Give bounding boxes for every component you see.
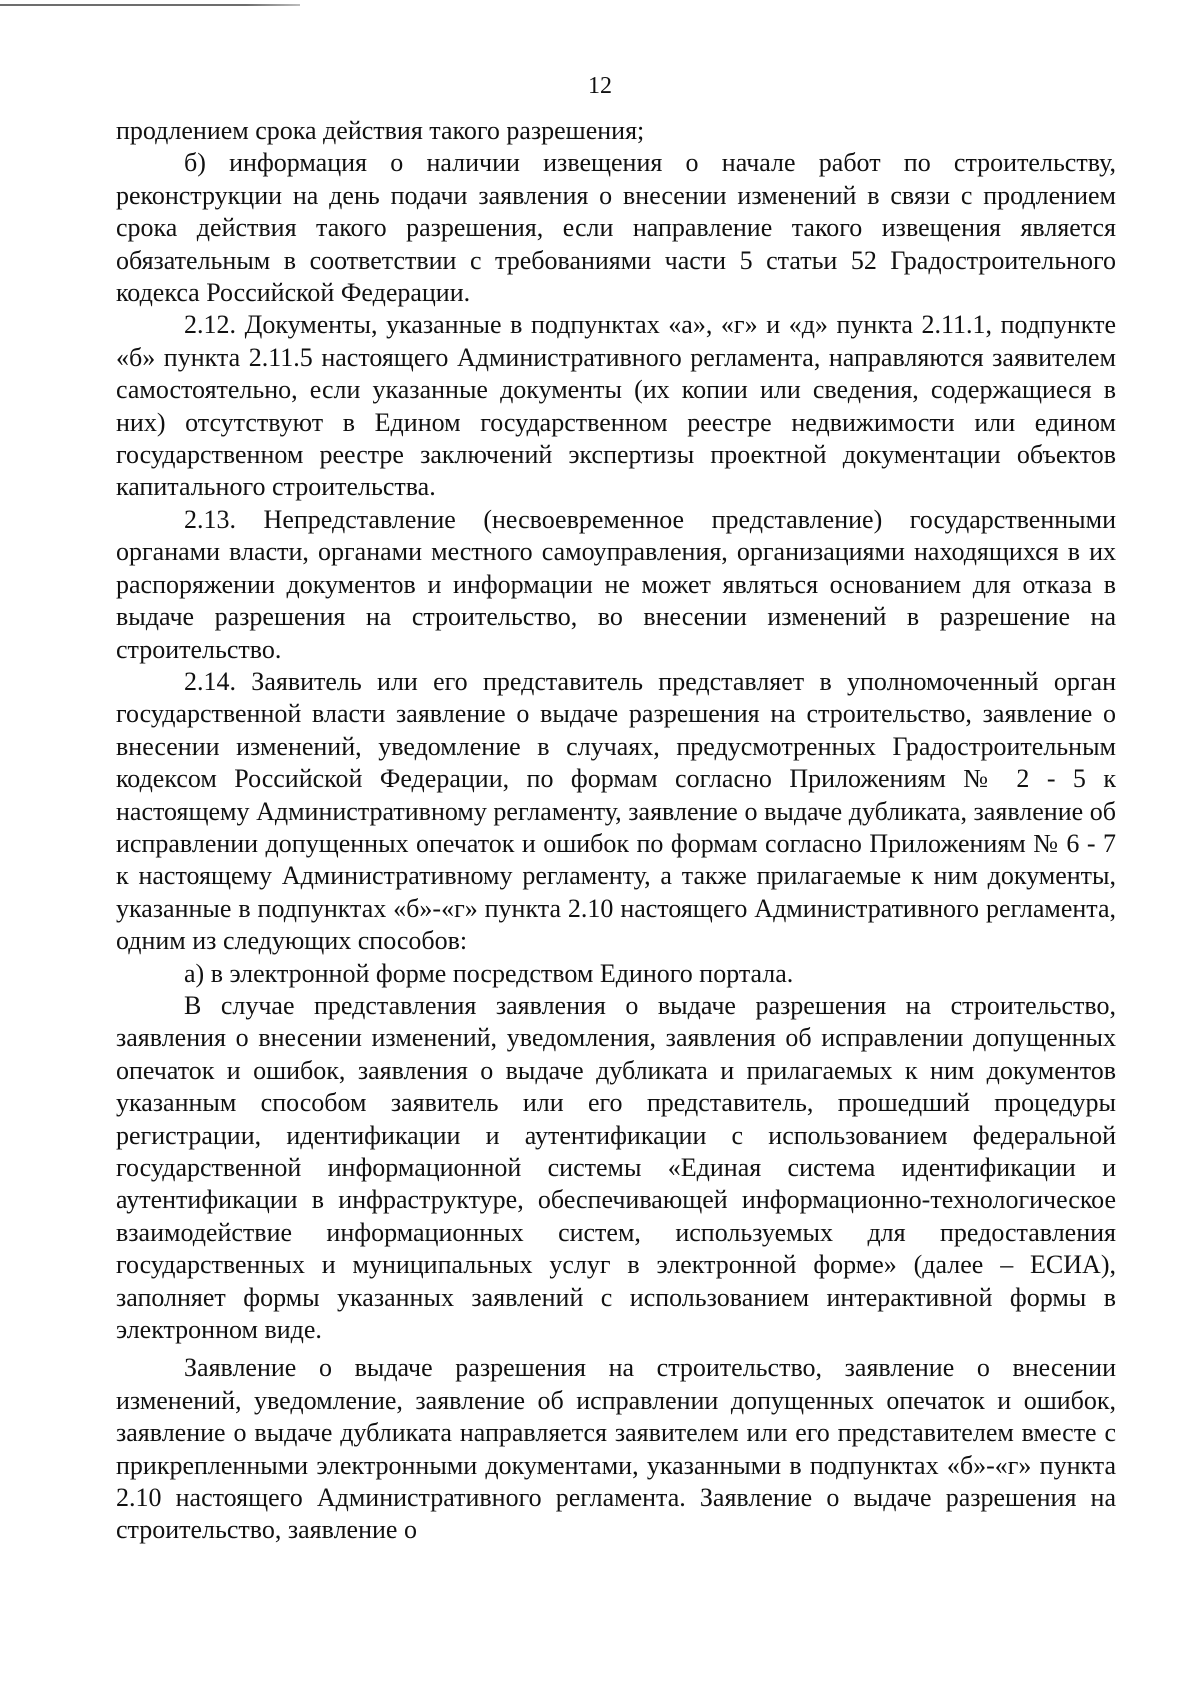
page-number: 12 (588, 73, 612, 99)
scan-edge-line (0, 4, 300, 6)
paragraph-continuation: продлением срока действия такого разрешения; (116, 116, 645, 145)
paragraph-2-12: 2.12. Документы, указанные в подпунктах «а», «г» и «д» пункта 2.11.1, подпункте «б» пункта 2.11.5 настоящего Административного регламента, направляются заявителем самостоятельно, если указанные документы (их копии или сведения, содержащиеся в них) отсутствуют в Едином государственном реестре недвижимости или едином государственном реестре заключений экспертизы проектной документации объектов капитального строительства. (116, 310, 1116, 502)
paragraph-electronic-submission: В случае представления заявления о выдаче разрешения на строительство, заявления о внесении изменений, уведомления, заявления об исправлении допущенных опечаток и ошибок, заявления о выдаче дубликата и прилагаемых к ним документов указанным способом заявитель или его представитель, прошедший процедуры регистрации, идентификации и аутентификации с использованием федеральной государственной информационной системы «Единая система идентификации и аутентификации в инфраструктуре, обеспечивающей информационно-технологическое взаимодействие информационных систем, используемых для предоставления государственных и муниципальных услуг в электронной форме» (далее – ЕСИА), заполняет формы указанных заявлений с использованием интерактивной формы в электронном виде. (116, 990, 1116, 1345)
paragraph-2-13: 2.13. Непредставление (несвоевременное представление) государственными органами власти, органами местного самоуправления, организациями находящихся в их распоряжении документов и информации не может являться основанием для отказа в выдаче разрешения на строительство, во внесении изменений в разрешение на строительство. (116, 504, 1116, 664)
paragraph-item-b: б) информация о наличии извещения о начале работ по строительству, реконструкции на день подачи заявления о внесении изменений в связи с продлением срока действия такого разрешения, если направление такого извещения является обязательным в соответствии с требованиями части 5 статьи 52 Градостроительного кодекса Российской Федерации. (116, 148, 1116, 308)
document-body (116, 115, 1116, 1547)
paragraph-2-14: 2.14. Заявитель или его представитель представляет в уполномоченный орган государственной власти заявление о выдаче разрешения на строительство, заявление о внесении изменений, уведомление в случаях, предусмотренных Градостроительным кодексом Российской Федерации, по формам согласно Приложениям № 2 - 5 к настоящему Административному регламенту, заявление о выдаче дубликата, заявление об исправлении допущенных опечаток и ошибок по формам согласно Приложениям № 6 - 7 к настоящему Административному регламенту, а также прилагаемые к ним документы, указанные в подпунктах «б»-«г» пункта 2.10 настоящего Административного регламента, одним из следующих способов: (116, 666, 1116, 956)
paragraph-application-sending: Заявление о выдаче разрешения на строительство, заявление о внесении изменений, уведомление, заявление об исправлении допущенных опечаток и ошибок, заявление о выдаче дубликата направляется заявителем или его представителем вместе с прикрепленными электронными документами, указанными в подпунктах «б»-«г» пункта 2.10 настоящего Административного регламента. Заявление о выдаче разрешения на строительство, заявление о (116, 1353, 1116, 1545)
paragraph-item-a: а) в электронной форме посредством Единого портала. (184, 958, 794, 988)
